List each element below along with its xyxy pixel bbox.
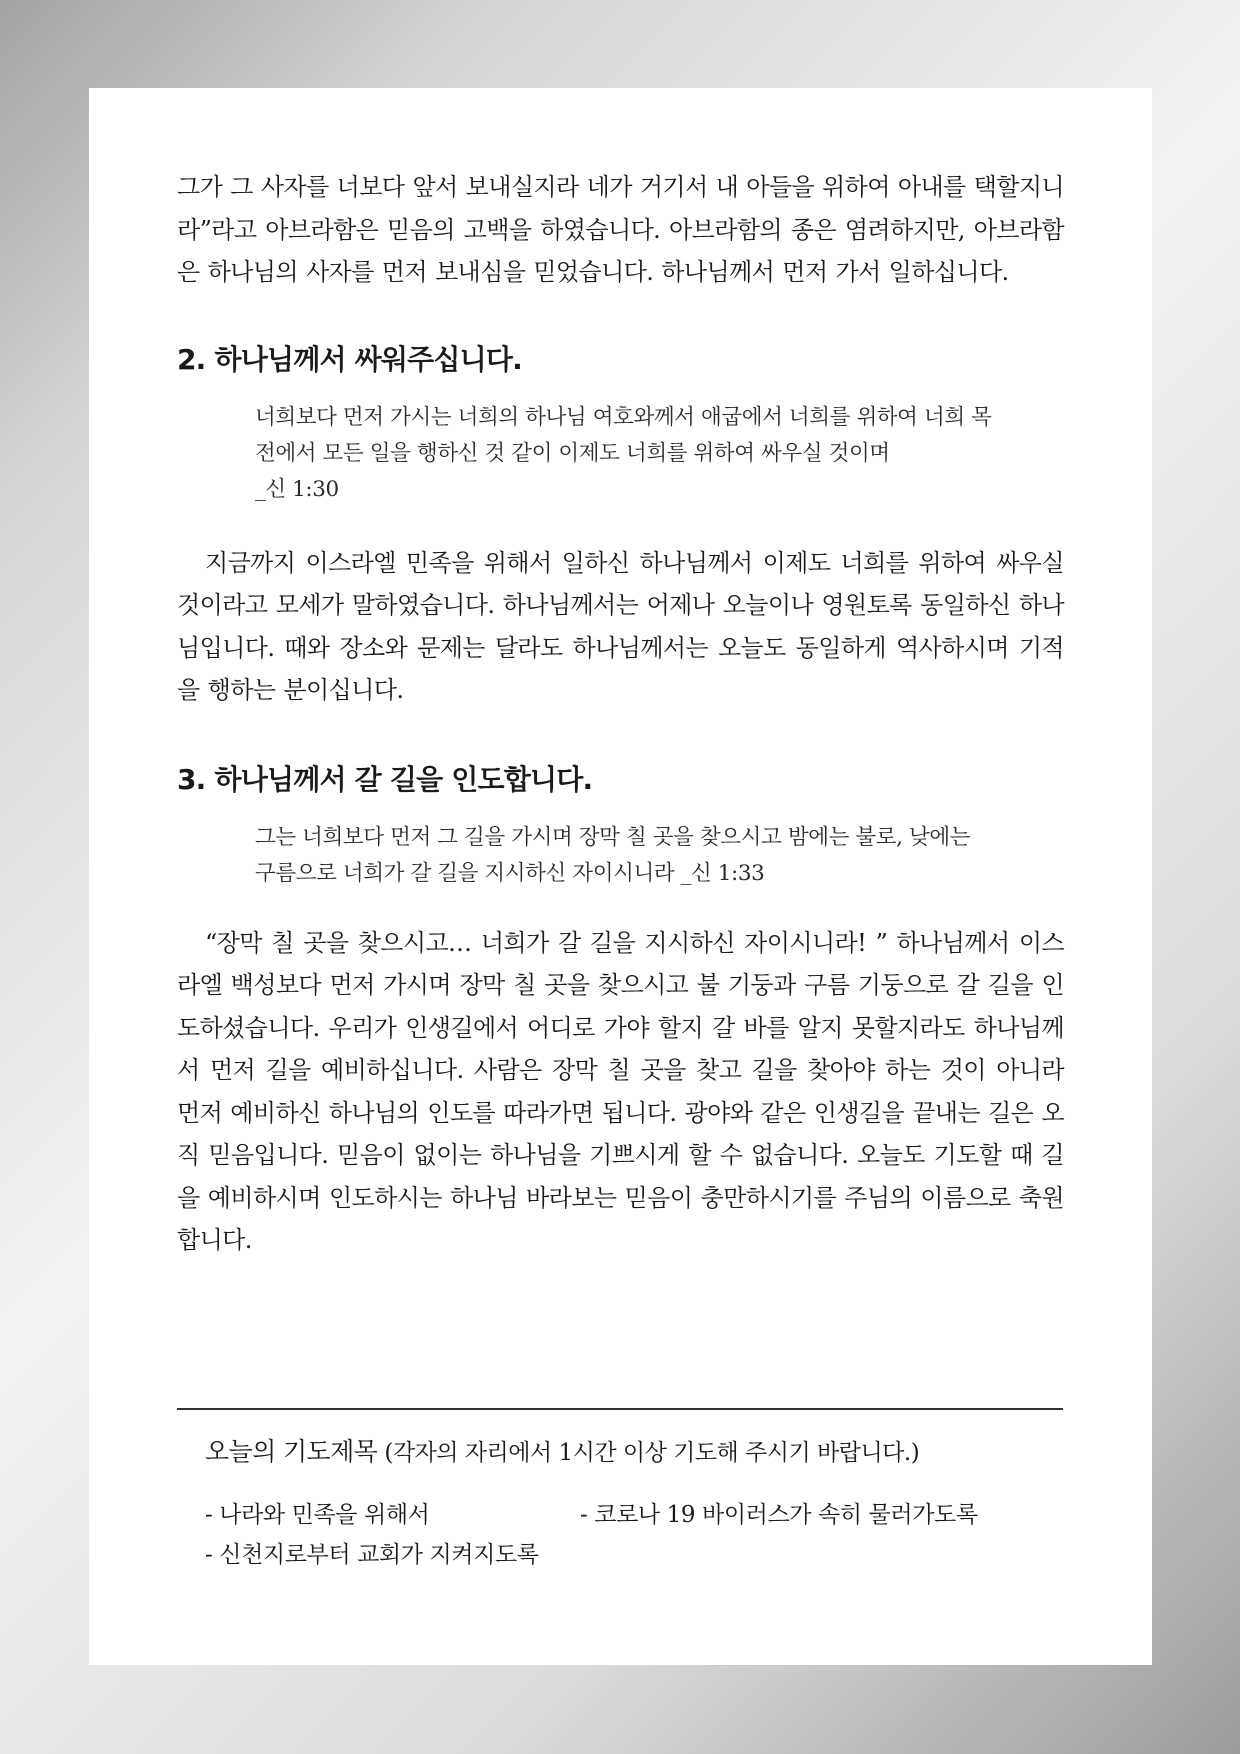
prayer-item: - 신천지로부터 교회가 지켜지도록 [205, 1542, 539, 1568]
section-3-paragraph: “장막 칠 곳을 찾으시고… 너희가 갈 길을 지시하신 자이시니라! ” 하나님께서 이스라엘 백성보다 먼저 가시며 장막 칠 곳을 찾으시고 불 기둥과 구름 기둥으로 갈 길을 인도하셨습니다. 우리가 인생길에서 어디로 가야 할지 갈 바를 알지 못할지라도 하나님께서 먼저 길을 예비하십니다. 사람은 장막 칠 곳을 찾고 길을 찾아야 하는 것이 아니라 먼저 예비하신 하나님의 인도를 따라가면 됩니다. 광야와 같은 인생길을 끝내는 길은 오직 믿음입니다. 믿음이 없이는 하나님을 기쁘시게 할 수 없습니다. 오늘도 기도할 때 길을 예비하시며 인도하시는 하나님 바라보는 믿음이 충만하시기를 주님의 이름으로 축원합니다. [177, 928, 1064, 1254]
scripture-reference-3: _신 1:33 [680, 860, 765, 886]
scripture-reference-2: _신 1:30 [255, 476, 339, 502]
section-3-heading: 3. 하나님께서 갈 길을 인도합니다. [177, 762, 593, 796]
intro-paragraph: 그가 그 사자를 너보다 앞서 보내실지라 네가 거기서 내 아들을 위하여 아내를 택할지니라”라고 아브라함은 믿음의 고백을 하였습니다. 아브라함의 종은 염려하지만, 아브라함은 하나님의 사자를 먼저 보내심을 믿었습니다. 하나님께서 먼저 가서 일하십니다. [177, 173, 1064, 286]
section-2-heading: 2. 하나님께서 싸워주십니다. [177, 342, 522, 376]
scripture-quote-3-text: 그는 너희보다 먼저 그 길을 가시며 장막 칠 곳을 찾으시고 밤에는 불로, 낮에는 구름으로 너희가 갈 길을 지시하신 자이시니라 [255, 824, 971, 886]
prayer-title-row [205, 1432, 1063, 1468]
prayer-item: - 코로나 19 바이러스가 속히 물러가도록 [580, 1502, 978, 1528]
section-2-paragraph: 지금까지 이스라엘 민족을 위해서 일하신 하나님께서 이제도 너희를 위하여 싸우실 것이라고 모세가 말하였습니다. 하나님께서는 어제나 오늘이나 영원토록 동일하신 하나님입니다. 때와 장소와 문제는 달라도 하나님께서는 오늘도 동일하게 역사하시며 기적을 행하는 분이십니다. [177, 548, 1064, 704]
prayer-title: 오늘의 기도제목 [205, 1437, 378, 1466]
prayer-box [177, 1408, 1063, 1572]
prayer-note: (각자의 자리에서 1시간 이상 기도해 주시기 바랍니다.) [384, 1440, 920, 1466]
prayer-list [205, 1498, 1063, 1572]
scripture-quote-2-text: 너희보다 먼저 가시는 너희의 하나님 여호와께서 애굽에서 너희를 위하여 너희 목전에서 모든 일을 행하신 것 같이 이제도 너희를 위하여 싸우실 것이며 [255, 404, 992, 466]
prayer-item: - 나라와 민족을 위해서 [205, 1502, 430, 1528]
document-page [89, 88, 1152, 1665]
scripture-quote-2 [255, 400, 993, 508]
scripture-quote-3 [255, 820, 993, 892]
